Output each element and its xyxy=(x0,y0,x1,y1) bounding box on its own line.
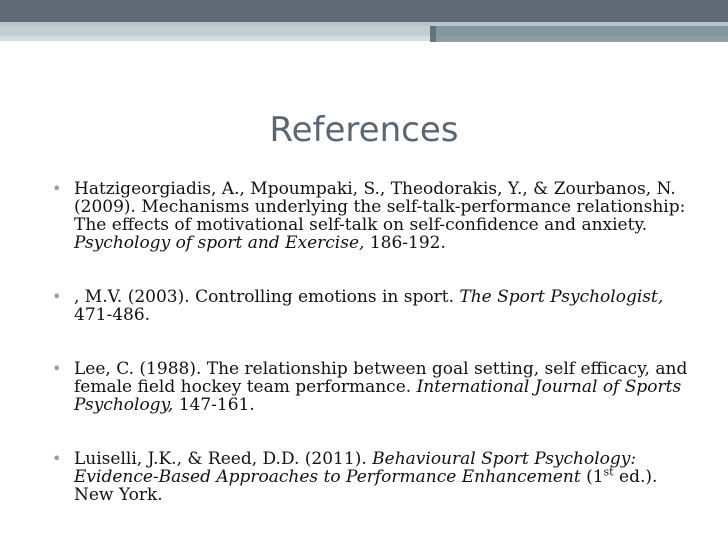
reference-text: Lee, C. (1988). The relationship between goal setting, self efficacy, and female field hockey team performance. xyxy=(74,359,688,397)
slide-title xyxy=(0,110,728,150)
bullet-icon: • xyxy=(52,179,62,198)
reference-text: 147-161. xyxy=(173,395,255,415)
reference-list xyxy=(52,180,692,540)
reference-item xyxy=(52,360,692,414)
slide-title-text: References xyxy=(269,110,459,150)
header-band-right-edge xyxy=(430,26,436,42)
reference-superscript: st xyxy=(603,465,614,479)
bullet-icon: • xyxy=(52,449,62,468)
reference-italic-text: International Journal of Sports Psychology, xyxy=(74,377,682,415)
reference-text: Hatzigeorgiadis, A., Mpoumpaki, S., Theodorakis, Y., & Zourbanos, N. (2009). Mechanisms underlying the self-talk-performance relationship: The effects of motivational self-talk on self-confidence and anxiety. xyxy=(74,179,686,235)
header-band-right-block xyxy=(430,26,728,42)
reference-item xyxy=(52,288,692,324)
bullet-icon: • xyxy=(52,359,62,378)
reference-text: Luiselli, J.K., & Reed, D.D. (2011). xyxy=(74,449,373,469)
reference-text: 471-486. xyxy=(74,305,151,325)
reference-italic-text: Psychology of sport and Exercise, xyxy=(74,233,365,253)
reference-italic-text: Behavioural Sport Psychology: Evidence-Based Approaches to Performance Enhancement xyxy=(74,449,637,487)
reference-text: (1 xyxy=(580,467,604,487)
reference-text: , M.V. (2003). Controlling emotions in sport. xyxy=(74,287,460,307)
reference-text: 186-192. xyxy=(364,233,446,253)
header-band xyxy=(0,0,728,22)
reference-item xyxy=(52,450,692,504)
reference-text: ed.). New York. xyxy=(74,467,658,505)
reference-italic-text: The Sport Psychologist, xyxy=(459,287,664,307)
reference-item xyxy=(52,180,692,252)
bullet-icon: • xyxy=(52,287,62,306)
